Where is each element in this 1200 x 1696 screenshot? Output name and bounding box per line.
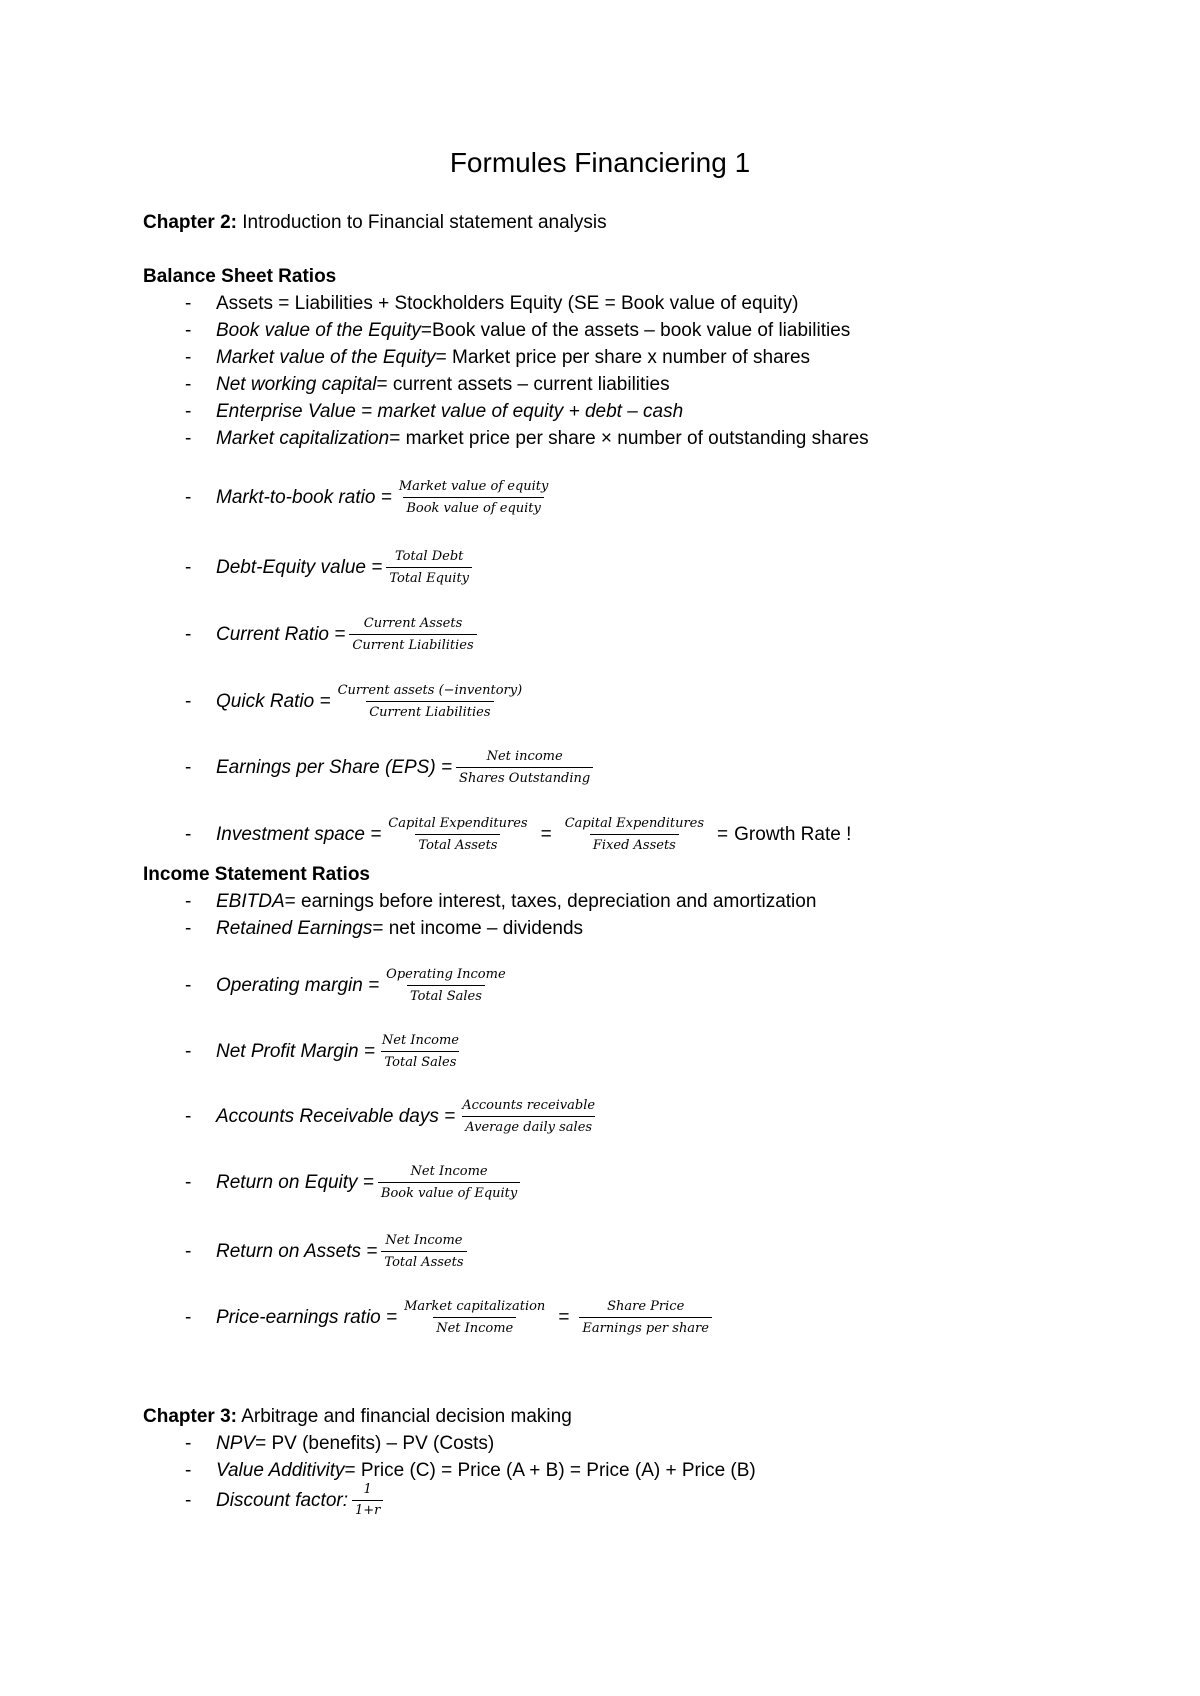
formula-definition: = PV (benefits) – PV (Costs) — [255, 1433, 495, 1454]
list-item-book-value-equity — [185, 319, 850, 343]
formula-definition: = earnings before interest, taxes, depreciation and amortization — [284, 891, 817, 912]
formula-term: Market value of the Equity — [216, 347, 436, 368]
list-item-debt-equity — [185, 548, 476, 587]
numerator: Net Income — [385, 1233, 463, 1248]
bullet: - — [185, 347, 192, 368]
income-statement-heading: Income Statement Ratios — [143, 864, 370, 885]
denominator: Total Sales — [381, 1051, 459, 1071]
bullet: - — [185, 1240, 192, 1262]
bullet: - — [185, 1433, 192, 1454]
list-item-market-capitalization — [185, 427, 869, 451]
formula-term: Debt-Equity value = — [216, 556, 383, 578]
bullet: - — [185, 891, 192, 912]
numerator: Capital Expenditures — [564, 816, 705, 831]
list-item-market-to-book — [185, 478, 555, 517]
list-item-return-on-assets — [185, 1232, 471, 1271]
numerator: Market value of equity — [398, 479, 549, 494]
formula-term: Return on Assets = — [216, 1240, 378, 1262]
fraction — [378, 1163, 520, 1202]
fraction — [562, 815, 707, 854]
formula-term: Net Profit Margin = — [216, 1040, 375, 1062]
equals-sign: = — [717, 823, 729, 845]
numerator: Market capitalization — [404, 1299, 546, 1314]
list-item-quick-ratio — [185, 682, 529, 721]
list-item-ebitda — [185, 890, 816, 914]
numerator: Total Debt — [394, 549, 464, 564]
list-item-operating-margin — [185, 966, 513, 1005]
assets-formula: Assets = Liabilities + Stockholders Equity (SE = Book value of equity) — [216, 293, 799, 314]
formula-term: Enterprise Value = market value of equity + debt – cash — [216, 401, 684, 422]
bullet: - — [185, 623, 192, 645]
numerator: Current Assets — [363, 616, 463, 631]
bullet: - — [185, 401, 192, 422]
denominator: Net Income — [433, 1317, 516, 1337]
fraction — [383, 966, 508, 1005]
formula-term: Market capitalization — [216, 428, 390, 449]
fraction — [459, 1097, 598, 1136]
formula-term: Earnings per Share (EPS) = — [216, 756, 453, 778]
bullet: - — [185, 374, 192, 395]
list-item-assets — [185, 292, 798, 316]
bullet: - — [185, 1040, 192, 1062]
formula-definition: Growth Rate ! — [734, 823, 852, 845]
list-item-accounts-receivable-days — [185, 1097, 602, 1136]
fraction — [401, 1298, 548, 1337]
list-item-current-ratio — [185, 615, 481, 654]
denominator: Earnings per share — [579, 1317, 712, 1337]
fraction — [385, 815, 530, 854]
fraction — [349, 615, 476, 654]
list-item-market-value-equity — [185, 346, 810, 370]
bullet: - — [185, 1105, 192, 1127]
list-item-value-additivity — [185, 1459, 756, 1483]
formula-definition: = net income – dividends — [372, 918, 584, 939]
balance-sheet-heading: Balance Sheet Ratios — [143, 266, 337, 287]
numerator: 1 — [363, 1482, 372, 1497]
formula-term: NPV — [216, 1433, 256, 1454]
formula-term: Book value of the Equity — [216, 320, 421, 341]
bullet: - — [185, 918, 192, 939]
numerator: Net Income — [381, 1033, 459, 1048]
list-item-net-profit-margin — [185, 1032, 466, 1071]
bullet: - — [185, 1171, 192, 1193]
numerator: Share Price — [607, 1299, 685, 1314]
formula-term: Value Additivity — [216, 1460, 345, 1481]
fraction — [379, 1032, 462, 1071]
denominator: Book value of Equity — [378, 1182, 520, 1202]
bullet: - — [185, 1306, 192, 1328]
denominator: Shares Outstanding — [456, 767, 593, 787]
bullet: - — [185, 756, 192, 778]
chapter-2-title: Introduction to Financial statement analysis — [236, 212, 607, 233]
bullet: - — [185, 486, 192, 508]
formula-term: Discount factor: — [216, 1489, 348, 1511]
bullet: - — [185, 293, 192, 314]
numerator: Operating Income — [386, 967, 506, 982]
formula-term: Quick Ratio = — [216, 690, 331, 712]
formula-term: Accounts Receivable days = — [216, 1105, 456, 1127]
denominator: Fixed Assets — [590, 834, 679, 854]
fraction — [396, 478, 552, 517]
formula-definition: =Book value of the assets – book value of liabilities — [420, 320, 851, 341]
fraction — [381, 1232, 466, 1271]
list-item-enterprise-value — [185, 400, 683, 424]
denominator: Current Liabilities — [349, 634, 476, 654]
chapter-3-heading — [143, 1405, 572, 1429]
equals-sign: = — [540, 823, 552, 845]
list-item-price-earnings — [185, 1298, 716, 1337]
formula-term: Markt-to-book ratio = — [216, 486, 392, 508]
chapter-3-label: Chapter 3: — [143, 1406, 237, 1427]
fraction — [456, 748, 593, 787]
denominator: Total Assets — [381, 1251, 466, 1271]
list-item-npv — [185, 1432, 494, 1456]
numerator: Current assets (−inventory) — [337, 683, 523, 698]
page-title: Formules Financiering 1 — [449, 147, 751, 178]
list-item-investment-space — [185, 815, 851, 854]
numerator: Net income — [486, 749, 563, 764]
denominator: Total Equity — [386, 567, 472, 587]
formula-definition: = market price per share × number of outstanding shares — [389, 428, 869, 449]
chapter-2-label: Chapter 2: — [143, 212, 237, 233]
bullet: - — [185, 556, 192, 578]
numerator: Accounts receivable — [462, 1098, 596, 1113]
formula-term: Return on Equity = — [216, 1171, 374, 1193]
bullet: - — [185, 1489, 192, 1511]
formula-definition: = Market price per share x number of shares — [435, 347, 811, 368]
denominator: 1+r — [352, 1500, 383, 1519]
formula-term: Retained Earnings — [216, 918, 373, 939]
formula-definition: = current assets – current liabilities — [376, 374, 670, 395]
list-item-return-on-equity — [185, 1163, 524, 1202]
formula-term: Current Ratio = — [216, 623, 346, 645]
list-item-retained-earnings — [185, 917, 583, 941]
formula-definition: = Price (C) = Price (A + B) = Price (A) + Price (B) — [344, 1460, 756, 1481]
bullet: - — [185, 320, 192, 341]
fraction — [579, 1298, 712, 1337]
denominator: Book value of equity — [403, 497, 544, 517]
chapter-3-title: Arbitrage and financial decision making — [236, 1406, 572, 1427]
numerator: Net Income — [410, 1164, 488, 1179]
denominator: Total Assets — [415, 834, 500, 854]
denominator: Total Sales — [407, 985, 485, 1005]
fraction — [386, 548, 472, 587]
denominator: Current Liabilities — [366, 701, 493, 721]
formula-term: Operating margin = — [216, 974, 380, 996]
bullet: - — [185, 690, 192, 712]
bullet: - — [185, 974, 192, 996]
chapter-2-heading — [143, 211, 607, 235]
denominator: Average daily sales — [462, 1116, 595, 1136]
bullet: - — [185, 823, 192, 845]
list-item-eps — [185, 748, 597, 787]
bullet: - — [185, 428, 192, 449]
bullet: - — [185, 1460, 192, 1481]
formula-term: EBITDA — [216, 891, 285, 912]
formula-term: Price-earnings ratio = — [216, 1306, 398, 1328]
fraction — [335, 682, 526, 721]
list-item-net-working-capital — [185, 373, 670, 397]
numerator: Capital Expenditures — [388, 816, 528, 831]
equals-sign: = — [558, 1306, 570, 1328]
list-item-discount-factor — [185, 1482, 387, 1519]
formula-term: Net working capital — [216, 374, 377, 395]
formula-term: Investment space = — [216, 823, 382, 845]
fraction — [352, 1482, 383, 1519]
